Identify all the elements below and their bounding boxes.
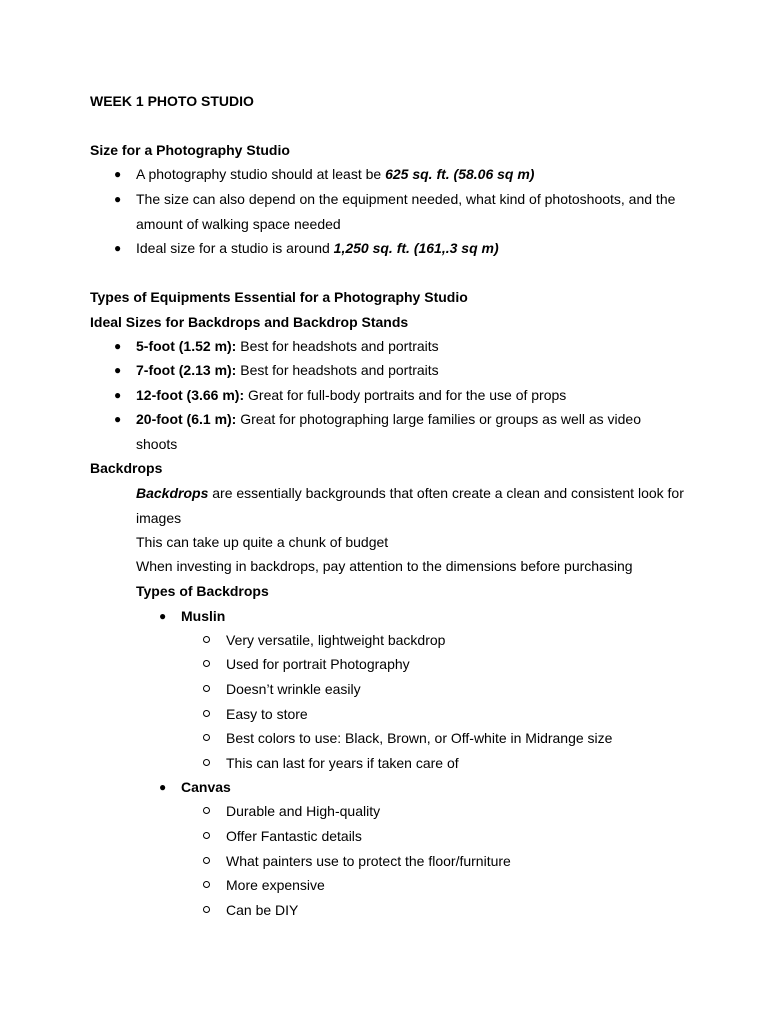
bullet-circle-icon [203,636,210,643]
list-item: Offer Fantastic details [226,828,362,844]
bullet-dot-icon: ● [114,167,122,181]
intro-text: are essentially backgrounds that often create a clean and consistent look for [208,485,684,501]
bullet-dot-icon: ● [114,241,122,255]
backdrop-type-muslin: Muslin [181,608,226,624]
bullet-circle-icon [203,759,210,766]
bullet-circle-icon [203,881,210,888]
list-item-text: A photography studio should at least be [136,166,386,182]
list-item: Best colors to use: Black, Brown, or Off-white in Midrange size [226,730,613,746]
equipment-heading: Types of Equipments Essential for a Photography Studio [90,289,468,305]
list-item-text: Great for full-body portraits and for the use of props [244,387,567,403]
list-item [136,410,641,428]
size-label: 5-foot (1.52 m): [136,338,237,354]
backdrops-budget-note: This can take up quite a chunk of budget [136,534,389,550]
list-item: Very versatile, lightweight backdrop [226,632,446,648]
bullet-dot-icon: ● [159,609,167,623]
list-item-text: Ideal size for a studio is around [136,240,334,256]
bullet-circle-icon [203,710,210,717]
bullet-circle-icon [203,807,210,814]
types-heading: Types of Backdrops [136,583,269,599]
bullet-circle-icon [203,734,210,741]
bullet-dot-icon: ● [114,339,122,353]
list-item: More expensive [226,877,325,893]
list-item-continuation: amount of walking space needed [136,216,341,232]
backdrops-heading: Backdrops [90,460,163,476]
bullet-circle-icon [203,685,210,692]
list-item: The size can also depend on the equipment needed, what kind of photoshoots, and the [136,191,676,207]
list-item [136,361,439,379]
list-item: Can be DIY [226,902,299,918]
list-item-text: Best for headshots and portraits [236,362,439,378]
size-heading: Size for a Photography Studio [90,142,290,158]
list-item [136,386,566,404]
backdrop-sizes-heading: Ideal Sizes for Backdrops and Backdrop Stands [90,314,409,330]
document-title: WEEK 1 PHOTO STUDIO [90,93,254,109]
emphasis-text: 1,250 sq. ft. (161,.3 sq m) [333,240,499,256]
size-label: 7-foot (2.13 m): [136,362,237,378]
bullet-circle-icon [203,906,210,913]
list-item [136,239,499,257]
bullet-dot-icon: ● [114,412,122,426]
size-label: 12-foot (3.66 m): [136,387,245,403]
term-text: Backdrops [136,485,209,501]
list-item: Easy to store [226,706,308,722]
bullet-dot-icon: ● [114,363,122,377]
backdrops-intro [136,484,684,502]
backdrops-intro-continuation: images [136,510,182,526]
emphasis-text: 625 sq. ft. (58.06 sq m) [385,166,535,182]
list-item: What painters use to protect the floor/furniture [226,853,511,869]
list-item-text: Great for photographing large families or groups as well as video [236,411,642,427]
list-item [136,165,534,183]
list-item-continuation: shoots [136,436,178,452]
list-item: Doesn’t wrinkle easily [226,681,361,697]
bullet-dot-icon: ● [114,192,122,206]
bullet-circle-icon [203,832,210,839]
list-item: This can last for years if taken care of [226,755,459,771]
list-item: Durable and High-quality [226,803,381,819]
bullet-dot-icon: ● [114,388,122,402]
size-label: 20-foot (6.1 m): [136,411,237,427]
backdrop-type-canvas: Canvas [181,779,231,795]
list-item [136,337,439,355]
bullet-circle-icon [203,857,210,864]
list-item-text: Best for headshots and portraits [236,338,439,354]
list-item: Used for portrait Photography [226,656,410,672]
backdrops-dimensions-note: When investing in backdrops, pay attention to the dimensions before purchasing [136,558,633,574]
bullet-circle-icon [203,660,210,667]
bullet-dot-icon: ● [159,780,167,794]
